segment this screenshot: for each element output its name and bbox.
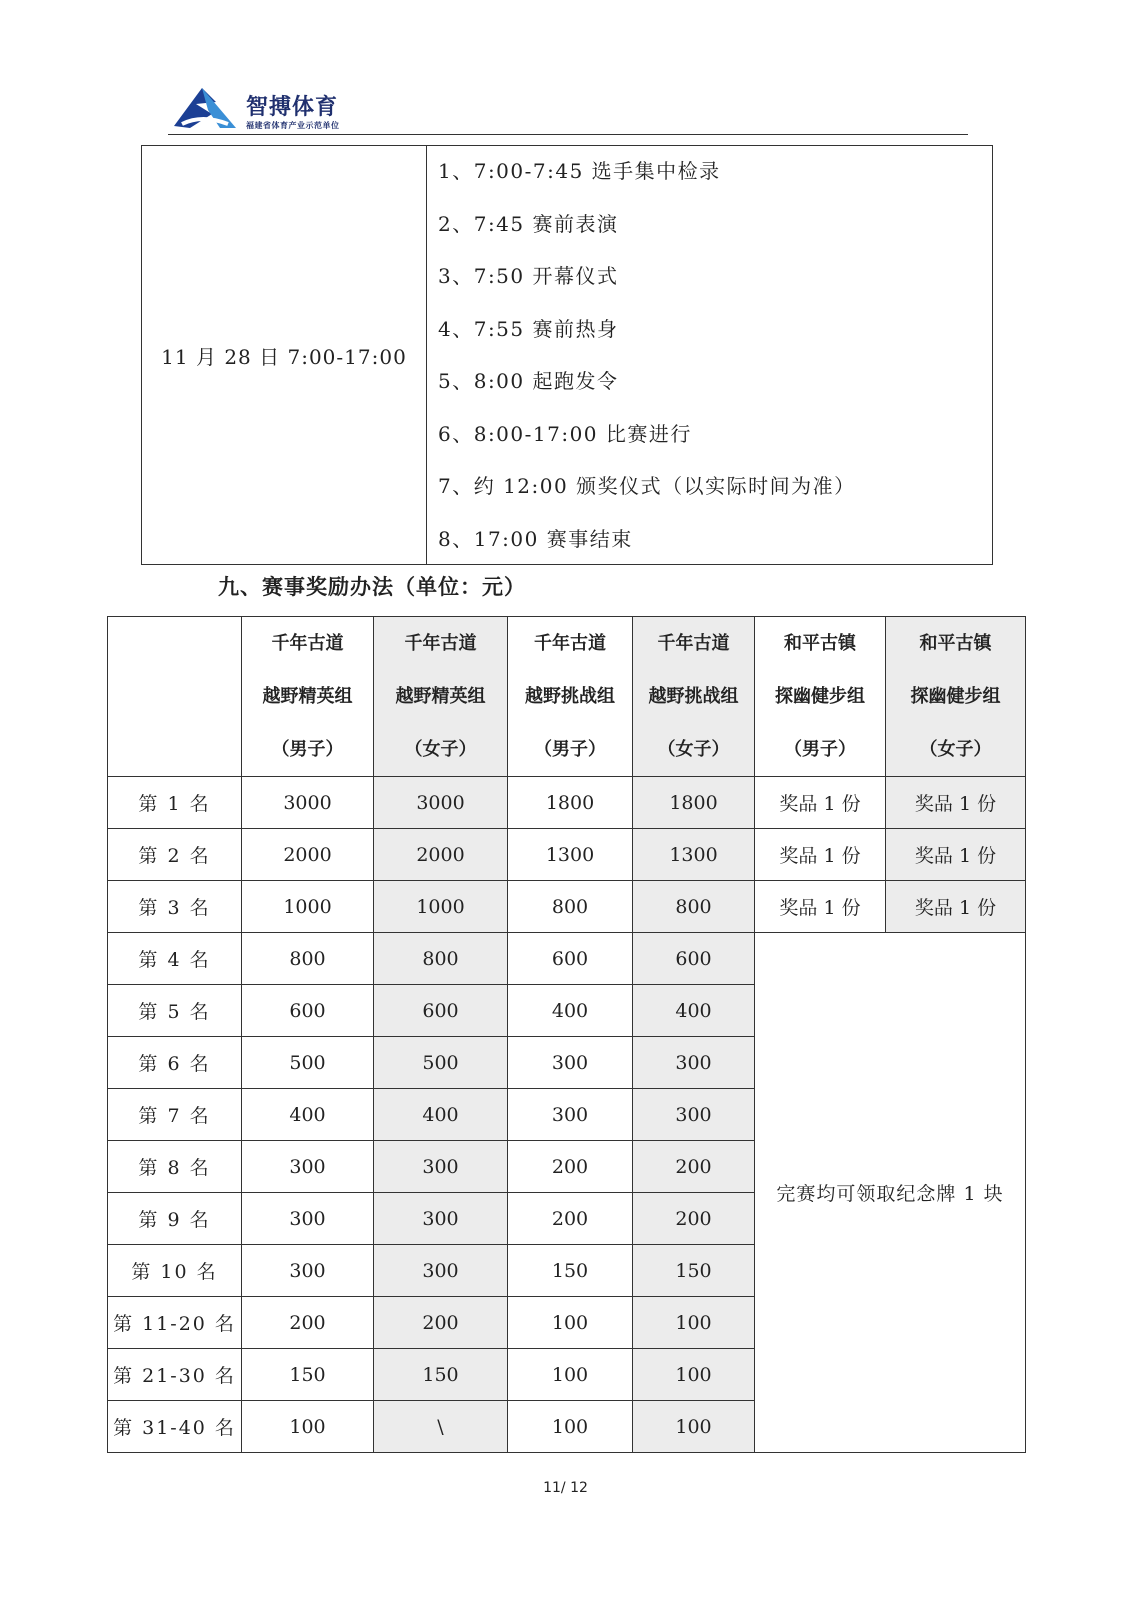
awards-table [107, 616, 1026, 1453]
prize-amount-cell: 600 [633, 933, 755, 985]
prize-amount-cell: 300 [374, 1193, 508, 1245]
awards-header-row [108, 617, 1026, 777]
prize-amount-cell: 100 [508, 1297, 633, 1349]
schedule-item: 1、7:00-7:45 选手集中检录 [438, 159, 721, 183]
prize-amount-cell: 600 [508, 933, 633, 985]
rank-cell: 第 31-40 名 [108, 1401, 242, 1453]
column-header: 千年古道 越野精英组 （男子） [242, 617, 374, 777]
prize-amount-cell: 2000 [242, 829, 374, 881]
rank-cell: 第 2 名 [108, 829, 242, 881]
prize-amount-cell: 100 [633, 1401, 755, 1453]
brand-subtitle: 福建省体育产业示范单位 [246, 121, 340, 130]
prize-amount-cell: 100 [633, 1297, 755, 1349]
page-number: 11/ 12 [543, 1480, 588, 1496]
rank-cell: 第 7 名 [108, 1089, 242, 1141]
schedule-list [438, 146, 988, 564]
prize-amount-cell: 300 [242, 1141, 374, 1193]
prize-amount-cell: 400 [374, 1089, 508, 1141]
prize-amount-cell: 200 [633, 1141, 755, 1193]
table-row [108, 829, 1026, 881]
prize-amount-cell: 600 [374, 985, 508, 1037]
rank-cell: 第 4 名 [108, 933, 242, 985]
prize-amount-cell: 300 [374, 1245, 508, 1297]
prize-amount-cell: 100 [508, 1401, 633, 1453]
prize-gift-cell: 奖品 1 份 [755, 881, 886, 933]
schedule-item: 5、8:00 起跑发令 [438, 369, 619, 393]
prize-amount-cell: 300 [508, 1037, 633, 1089]
prize-gift-cell: 奖品 1 份 [755, 777, 886, 829]
schedule-date: 11 月 28 日 7:00-17:00 [142, 146, 427, 564]
column-header: 和平古镇 探幽健步组 （女子） [886, 617, 1026, 777]
prize-amount-cell: 400 [242, 1089, 374, 1141]
prize-amount-cell: 400 [508, 985, 633, 1037]
table-row [108, 933, 1026, 985]
prize-amount-cell: 800 [374, 933, 508, 985]
prize-amount-cell: 200 [374, 1297, 508, 1349]
prize-amount-cell: 500 [242, 1037, 374, 1089]
section-heading: 九、赛事奖励办法（单位：元） [218, 575, 526, 599]
prize-gift-cell: 奖品 1 份 [755, 829, 886, 881]
prize-gift-cell: 奖品 1 份 [886, 881, 1026, 933]
prize-amount-cell: 500 [374, 1037, 508, 1089]
prize-amount-cell: 200 [242, 1297, 374, 1349]
schedule-table [141, 145, 993, 565]
column-header: 千年古道 越野精英组 （女子） [374, 617, 508, 777]
prize-amount-cell: \ [374, 1401, 508, 1453]
prize-amount-cell: 200 [508, 1141, 633, 1193]
prize-amount-cell: 800 [242, 933, 374, 985]
table-row [108, 777, 1026, 829]
rank-cell: 第 8 名 [108, 1141, 242, 1193]
prize-amount-cell: 150 [508, 1245, 633, 1297]
rank-cell: 第 1 名 [108, 777, 242, 829]
prize-amount-cell: 150 [242, 1349, 374, 1401]
header-divider [168, 134, 968, 135]
prize-amount-cell: 150 [374, 1349, 508, 1401]
prize-amount-cell: 200 [633, 1193, 755, 1245]
prize-amount-cell: 1000 [374, 881, 508, 933]
prize-amount-cell: 1000 [242, 881, 374, 933]
schedule-item: 8、17:00 赛事结束 [438, 526, 633, 551]
prize-amount-cell: 100 [242, 1401, 374, 1453]
prize-amount-cell: 300 [633, 1089, 755, 1141]
schedule-item: 2、7:45 赛前表演 [438, 211, 619, 236]
prize-amount-cell: 1300 [508, 829, 633, 881]
column-header: 和平古镇 探幽健步组 （男子） [755, 617, 886, 777]
brand-name: 智搏体育 [246, 95, 339, 120]
header-corner-cell [108, 617, 242, 777]
rank-cell: 第 11-20 名 [108, 1297, 242, 1349]
prize-amount-cell: 1800 [633, 777, 755, 829]
page-header [168, 78, 968, 136]
prize-gift-cell: 奖品 1 份 [886, 777, 1026, 829]
column-header: 千年古道 越野挑战组 （男子） [508, 617, 633, 777]
prize-amount-cell: 3000 [374, 777, 508, 829]
prize-amount-cell: 800 [633, 881, 755, 933]
prize-amount-cell: 1300 [633, 829, 755, 881]
rank-cell: 第 3 名 [108, 881, 242, 933]
prize-gift-cell: 奖品 1 份 [886, 829, 1026, 881]
rank-cell: 第 5 名 [108, 985, 242, 1037]
prize-amount-cell: 150 [633, 1245, 755, 1297]
prize-amount-cell: 300 [508, 1089, 633, 1141]
prize-amount-cell: 3000 [242, 777, 374, 829]
prize-amount-cell: 300 [633, 1037, 755, 1089]
finisher-medal-note: 完赛均可领取纪念牌 1 块 [755, 933, 1026, 1453]
schedule-item: 7、约 12:00 颁奖仪式（以实际时间为准） [438, 474, 856, 498]
prize-amount-cell: 100 [508, 1349, 633, 1401]
column-header: 千年古道 越野挑战组 （女子） [633, 617, 755, 777]
prize-amount-cell: 2000 [374, 829, 508, 881]
rank-cell: 第 21-30 名 [108, 1349, 242, 1401]
prize-amount-cell: 100 [633, 1349, 755, 1401]
prize-amount-cell: 800 [508, 881, 633, 933]
rank-cell: 第 10 名 [108, 1245, 242, 1297]
brand-logo-icon [172, 84, 238, 132]
prize-amount-cell: 300 [242, 1193, 374, 1245]
prize-amount-cell: 600 [242, 985, 374, 1037]
prize-amount-cell: 200 [508, 1193, 633, 1245]
schedule-item: 4、7:55 赛前热身 [438, 316, 619, 341]
prize-amount-cell: 400 [633, 985, 755, 1037]
prize-amount-cell: 300 [374, 1141, 508, 1193]
schedule-item: 6、8:00-17:00 比赛进行 [438, 421, 692, 446]
rank-cell: 第 6 名 [108, 1037, 242, 1089]
schedule-item: 3、7:50 开幕仪式 [438, 264, 619, 288]
rank-cell: 第 9 名 [108, 1193, 242, 1245]
table-row [108, 881, 1026, 933]
prize-amount-cell: 300 [242, 1245, 374, 1297]
prize-amount-cell: 1800 [508, 777, 633, 829]
